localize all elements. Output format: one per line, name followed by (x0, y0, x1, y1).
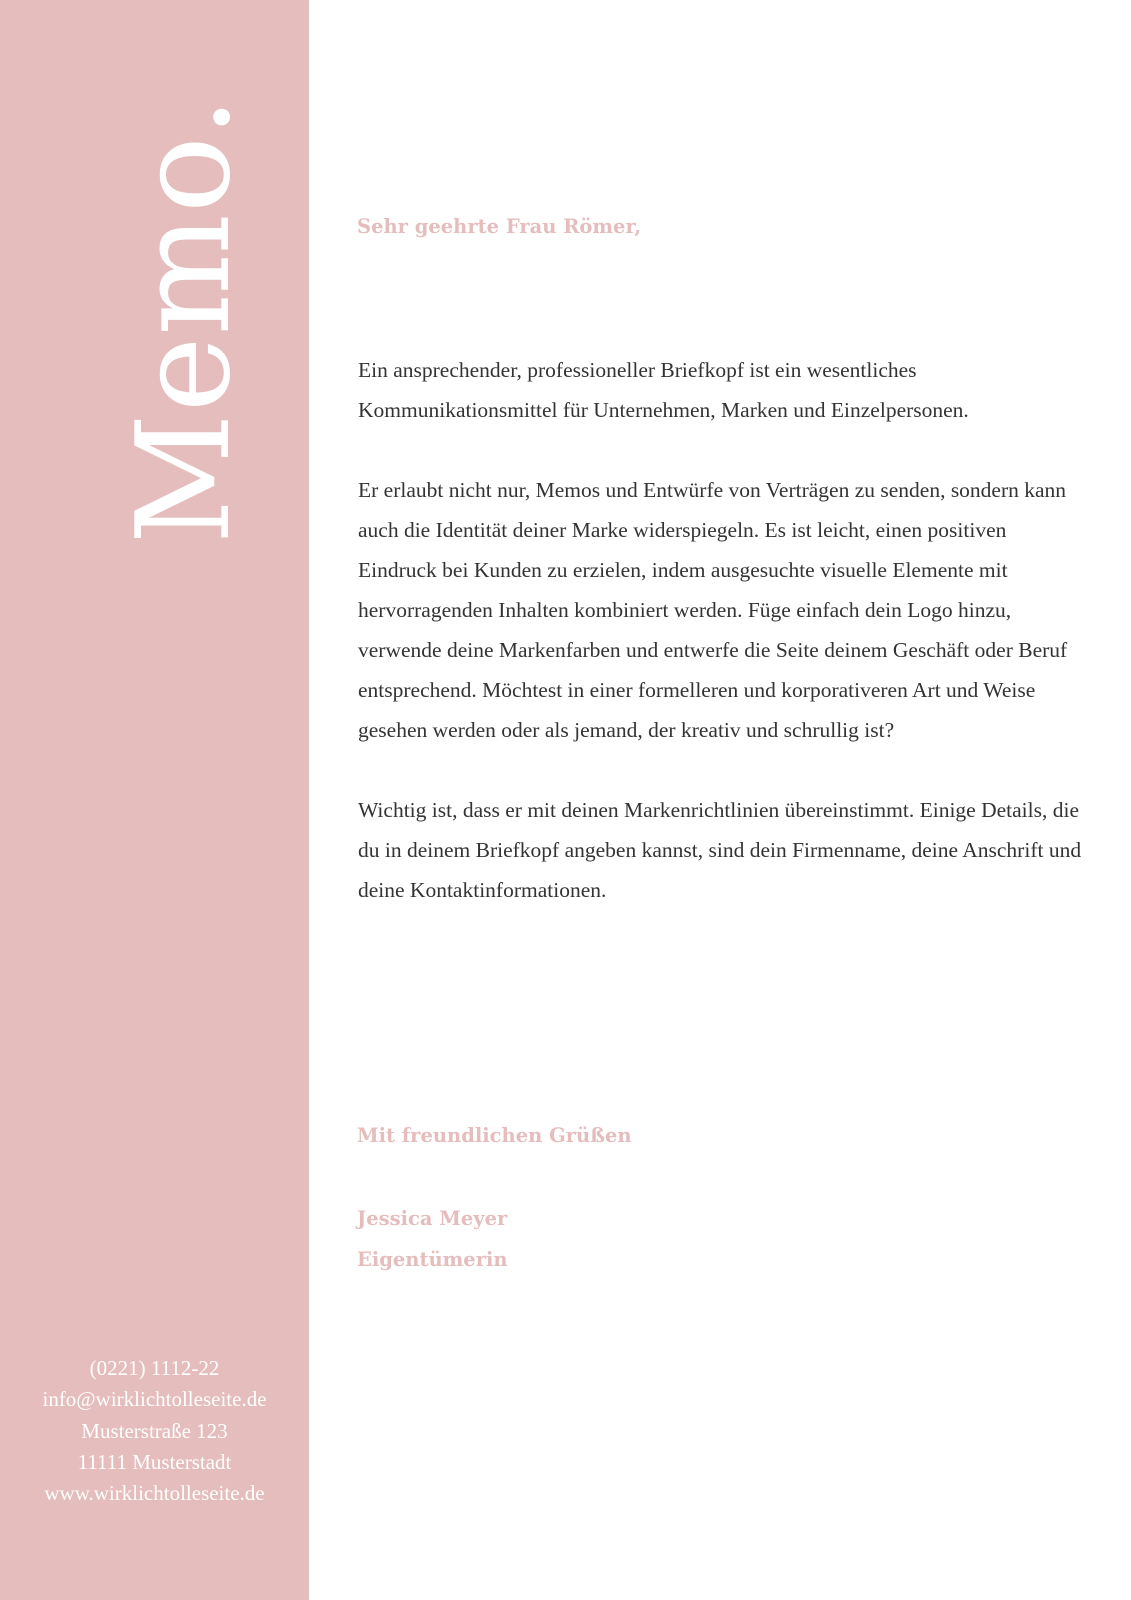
contact-email: info@wirklichtolleseite.de (42, 1387, 267, 1412)
contact-city: 11111 Musterstadt (77, 1449, 232, 1474)
closing: Mit freundlichen Grüßen (357, 1124, 632, 1147)
contact-block (0, 1353, 309, 1509)
body-paragraph: Ein ansprechender, professioneller Briefkopf ist ein wesentliches Kommunikationsmittel für Unternehmen, Marken und Einzelpersonen. (358, 358, 969, 422)
signer-name: Jessica Meyer (357, 1207, 508, 1230)
body-paragraph: Wichtig ist, dass er mit deinen Markenrichtlinien übereinstimmt. Einige Details, die du in deinem Briefkopf angeben kannst, sind dein Firmenname, deine Anschrift und deine Kontaktinformationen. (358, 798, 1082, 902)
body-paragraph: Er erlaubt nicht nur, Memos und Entwürfe von Verträgen zu senden, sondern kann auch die Identität deiner Marke widerspiegeln. Es ist leicht, einen positiven Eindruck bei Kunden zu erzielen, indem ausgesuchte visuelle Elemente mit hervorragenden Inhalten kombiniert werden. Füge einfach dein Logo hinzu, verwende deine Markenfarben und entwerfe die Seite deinem Geschäft oder Beruf entsprechend. Möchtest in einer formelleren und korporativeren Art und Weise gesehen werden oder als jemand, der kreativ und schrullig ist? (358, 478, 1068, 742)
contact-website: www.wirklichtolleseite.de (44, 1481, 265, 1506)
signer-title: Eigentümerin (357, 1248, 508, 1271)
salutation: Sehr geehrte Frau Römer, (357, 215, 642, 238)
contact-street: Musterstraße 123 (81, 1418, 228, 1443)
letter-body (358, 350, 1088, 910)
memo-title: Memo. (110, 95, 259, 545)
sidebar (0, 0, 309, 1600)
contact-phone: (0221) 1112-22 (89, 1356, 220, 1380)
